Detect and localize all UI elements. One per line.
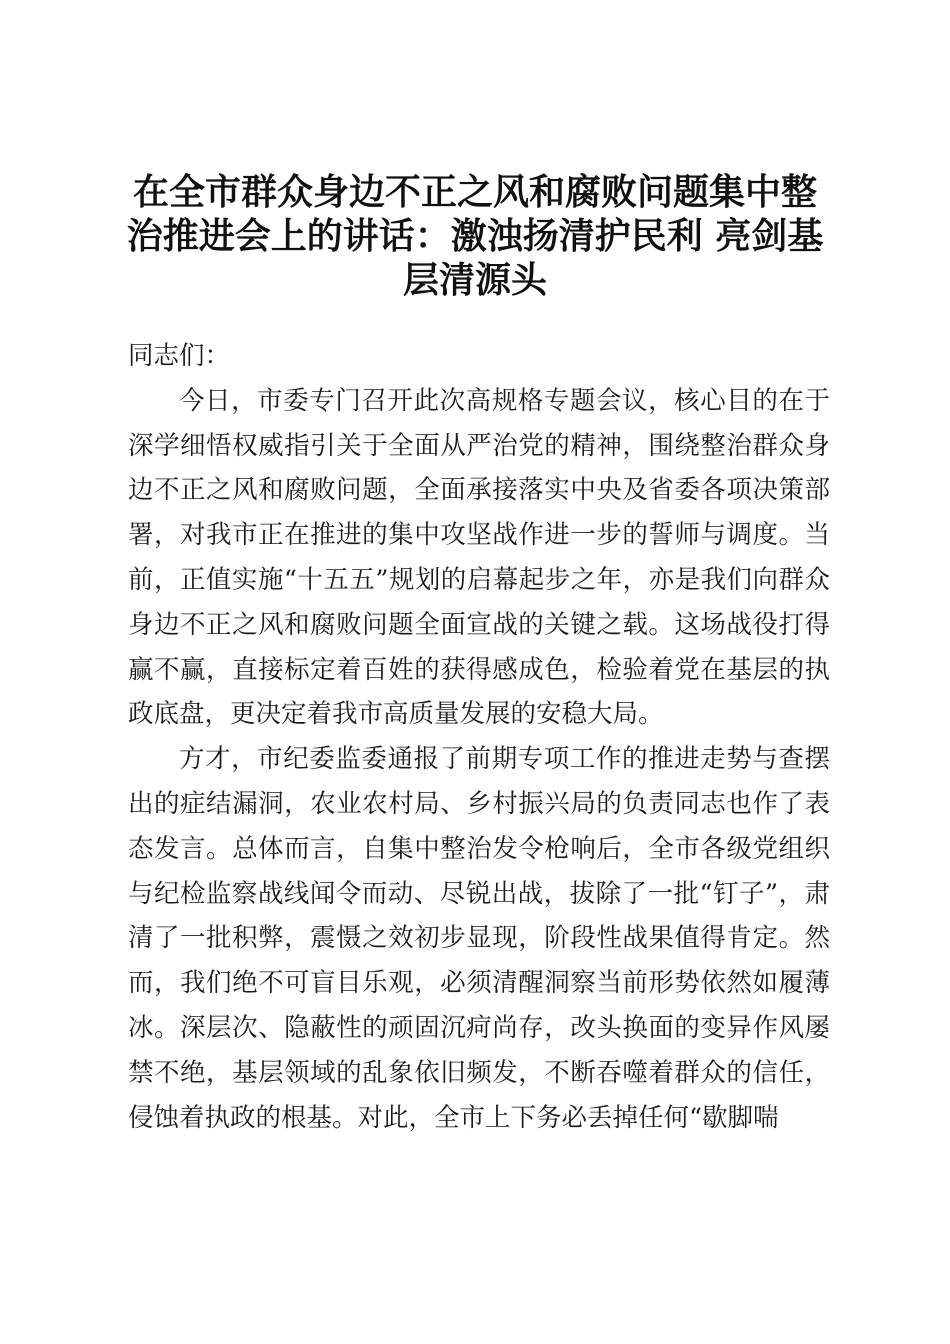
salutation: 同志们： — [128, 341, 231, 371]
paragraph-2: 方才，市纪委监委通报了前期专项工作的推进走势与查摆出的症结漏洞，农业农村局、乡村振兴局的负责同志也作了表态发言。总体而言，自集中整治发令枪响后，全市各级党组织与纪检监察战线闻令而动、尽锐出战，拔除了一批“钉子”，肃清了一批积弊，震慑之效初步显现，阶段性战果值得肯定。然而，我们绝不可盲目乐观，必须清醒洞察当前形势依然如履薄冰。深层次、隐蔽性的顽固沉疴尚存，改头换面的变异作风屡禁不绝，基层领域的乱象依旧频发，不断吞噬着群众的信任，侵蚀着执政的根基。对此，全市上下务必丢掉任何“歇脚喘 — [128, 744, 830, 1133]
document-title: 在全市群众身边不正之风和腐败问题集中整治推进会上的讲话：激浊扬清护民利 亮剑基层清源头 — [126, 171, 824, 301]
paragraph-1: 今日，市委专门召开此次高规格专题会议，核心目的在于深学细悟权威指引关于全面从严治党的精神，围绕整治群众身边不正之风和腐败问题，全面承接落实中央及省委各项决策部署，对我市正在推进的集中攻坚战作进一步的誓师与调度。当前，正值实施“十五五”规划的启幕起步之年，亦是我们向群众身边不正之风和腐败问题全面宣战的关键之载。这场战役打得赢不赢，直接标定着百姓的获得感成色，检验着党在基层的执政底盘，更决定着我市高质量发展的安稳大局。 — [128, 385, 830, 730]
document-body — [128, 334, 830, 1140]
